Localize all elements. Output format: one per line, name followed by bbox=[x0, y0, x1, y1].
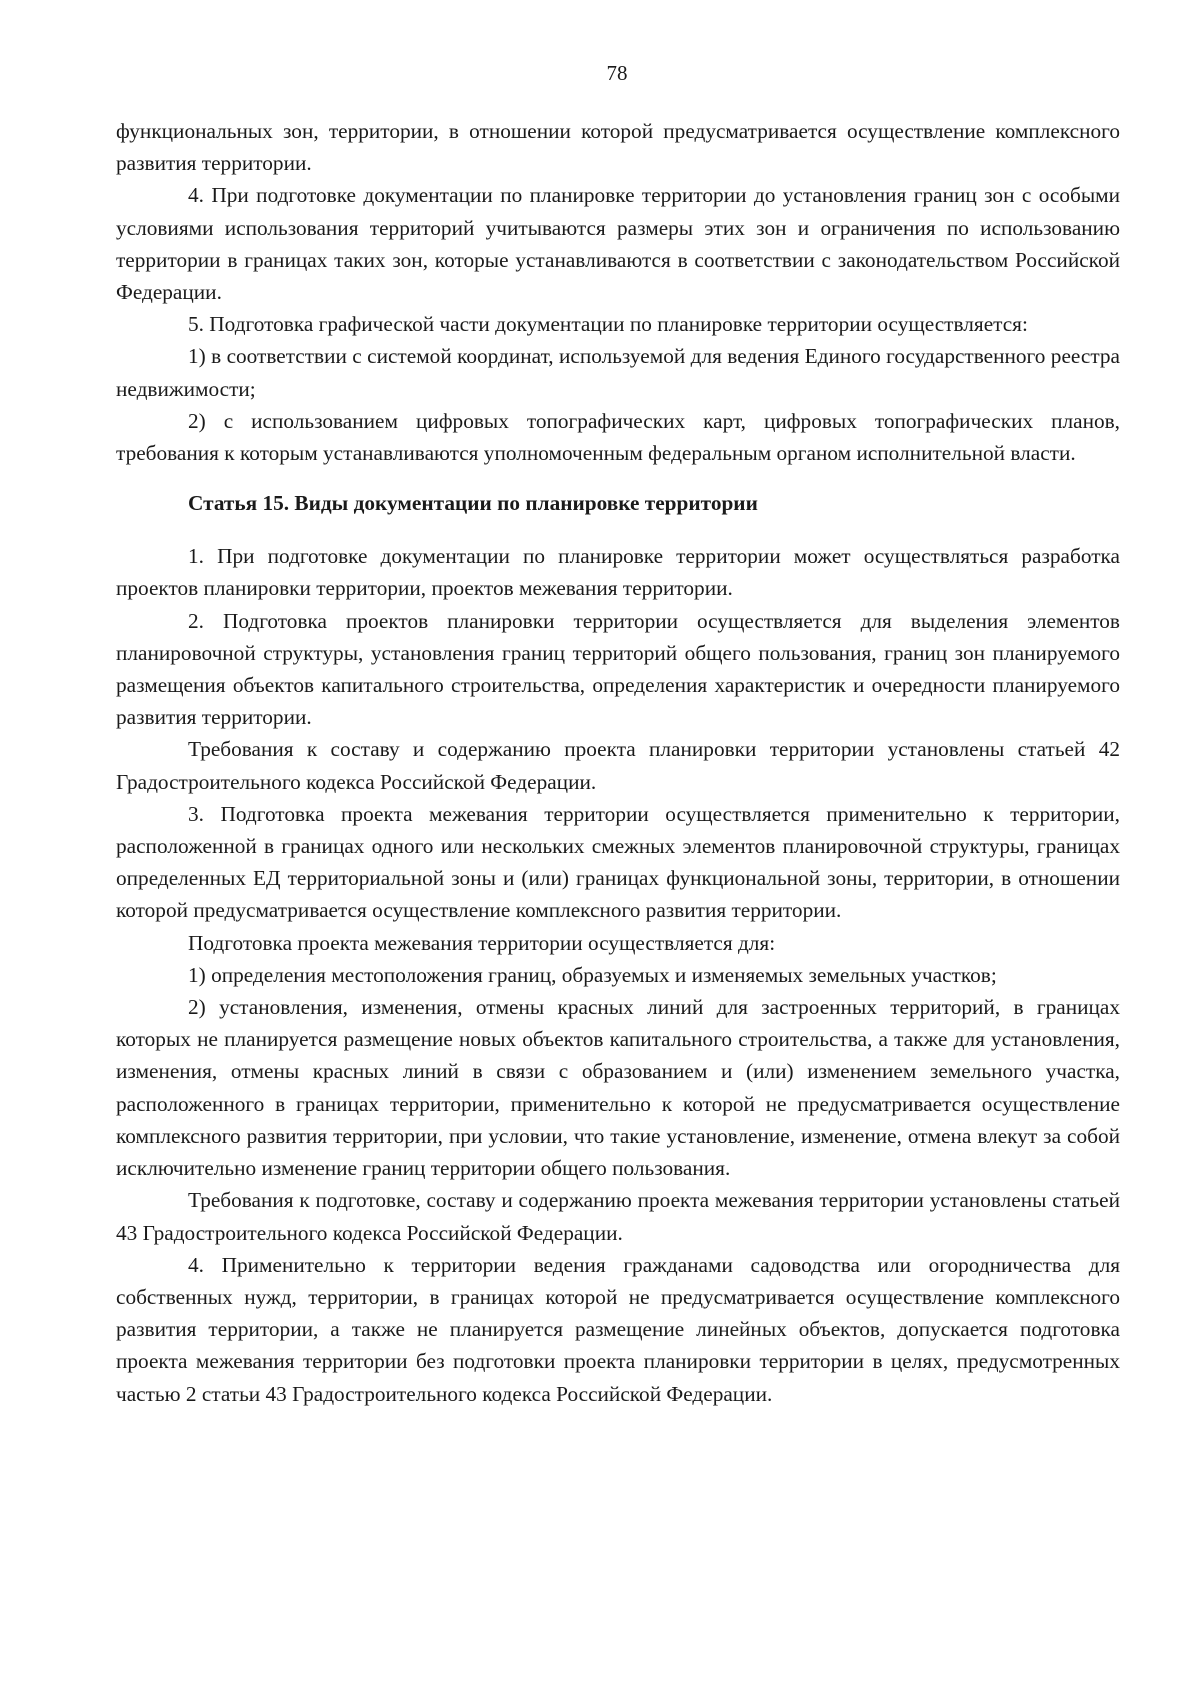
paragraph: 2. Подготовка проектов планировки территории осуществляется для выделения элементов планировочной структуры, установления границ территорий общего пользования, границ зон планируемого размещения объектов капитального строительства, определения характеристик и очередности планируемого развития территории. bbox=[116, 608, 1120, 730]
paragraph: Требования к подготовке, составу и содержанию проекта межевания территории установлены статьей 43 Градостроительного кодекса Российской Федерации. bbox=[116, 1188, 1120, 1245]
paragraph: 1) определения местоположения границ, образуемых и изменяемых земельных участков; bbox=[188, 962, 997, 987]
paragraph: 4. При подготовке документации по планировке территории до установления границ зон с особыми условиями использования территорий учитываются размеры этих зон и ограничения по использованию территории в границах таких зон, которые устанавливаются в соответствии с законодательством Российской Федерации. bbox=[116, 183, 1120, 305]
article-heading: Статья 15. Виды документации по планировке территории bbox=[188, 491, 758, 516]
paragraph: 2) с использованием цифровых топографических карт, цифровых топографических планов, требования к которым устанавливаются уполномоченным федеральным органом исполнительной власти. bbox=[116, 408, 1120, 466]
paragraph: Требования к составу и содержанию проекта планировки территории установлены статьей 42 Градостроительного кодекса Российской Федерации. bbox=[116, 737, 1120, 794]
page-number: 78 bbox=[606, 61, 628, 85]
paragraph: 5. Подготовка графической части документации по планировке территории осуществляется: bbox=[188, 312, 1028, 337]
paragraph: 4. Применительно к территории ведения гражданами садоводства или огородничества для собственных нужд, территории, в границах которой не предусматривается осуществление комплексного развития территории, а также не планируется размещение линейных объектов, допускается подготовка проекта межевания территории без подготовки проекта планировки территории в целях, предусмотренных частью 2 статьи 43 Градостроительного кодекса Российской Федерации. bbox=[116, 1252, 1120, 1406]
paragraph: 1. При подготовке документации по планировке территории может осуществляться разработка проектов планировки территории, проектов межевания территории. bbox=[116, 544, 1120, 601]
paragraph: 2) установления, изменения, отмены красных линий для застроенных территорий, в границах которых не планируется размещение новых объектов капитального строительства, а также для установления, изменения, отмены красных линий в связи с образованием и (или) изменением земельного участка, расположенного в границах территории, применительно к которой не предусматривается осуществление комплексного развития территории, при условии, что такие установление, изменение, отмена влекут за собой исключительно изменение границ территории общего пользования. bbox=[116, 995, 1120, 1181]
paragraph: функциональных зон, территории, в отношении которой предусматривается осуществление комплексного развития территории. bbox=[116, 119, 1120, 176]
paragraph: Подготовка проекта межевания территории осуществляется для: bbox=[188, 930, 776, 955]
paragraph: 3. Подготовка проекта межевания территории осуществляется применительно к территории, расположенной в границах одного или нескольких смежных элементов планировочной структуры, границах определенных ЕД территориальной зоны и (или) границах функциональной зоны, территории, в отношении которой предусматривается осуществление комплексного развития территории. bbox=[116, 801, 1120, 923]
paragraph: 1) в соответствии с системой координат, используемой для ведения Единого государственного реестра недвижимости; bbox=[116, 344, 1120, 401]
document-body bbox=[116, 115, 1120, 1410]
